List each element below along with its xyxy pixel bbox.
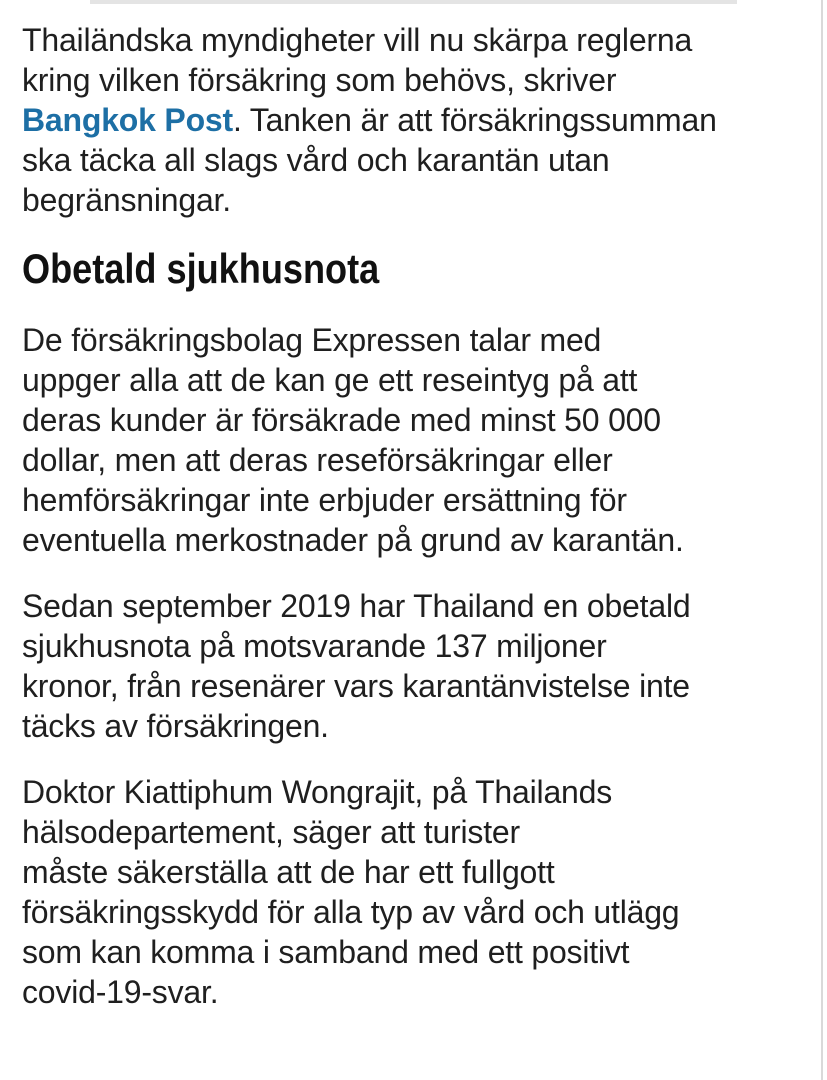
paragraph-hospital-bill	[22, 586, 812, 746]
text-line: dollar, men att deras reseförsäkringar eller	[22, 442, 613, 478]
paragraph-intro	[22, 20, 812, 220]
text-line: kronor, från resenärer vars karantänvistelse inte	[22, 668, 690, 704]
text-line: covid-19-svar.	[22, 974, 219, 1010]
text-line: sjukhusnota på motsvarande 137 miljoner	[22, 628, 607, 664]
text-line: måste säkerställa att de har ett fullgott	[22, 854, 555, 890]
top-scroll-strip	[90, 0, 737, 4]
text-line: De försäkringsbolag Expressen talar med	[22, 322, 602, 358]
text-line: hälsodepartement, säger att turister	[22, 814, 520, 850]
text-line	[22, 100, 812, 140]
text-line: som kan komma i samband med ett positivt	[22, 934, 630, 970]
text-line: täcks av försäkringen.	[22, 708, 329, 744]
bangkok-post-link[interactable]: Bangkok Post	[22, 102, 233, 138]
text-line: eventuella merkostnader på grund av karantän.	[22, 522, 684, 558]
text-line: kring vilken försäkring som behövs, skriver	[22, 62, 617, 98]
text-fragment: . Tanken är att försäkringssumman	[232, 102, 717, 138]
text-line: Doktor Kiattiphum Wongrajit, på Thailands	[22, 774, 613, 810]
text-line: hemförsäkringar inte erbjuder ersättning för	[22, 482, 627, 518]
article-body	[22, 20, 812, 1012]
text-line: deras kunder är försäkrade med minst 50 000	[22, 402, 661, 438]
text-line: ska täcka all slags vård och karantän utan	[22, 142, 610, 178]
text-line: försäkringsskydd för alla typ av vård och utlägg	[22, 894, 680, 930]
text-line: Sedan september 2019 har Thailand en obetald	[22, 588, 691, 624]
paragraph-insurers	[22, 320, 812, 560]
section-heading: Obetald sjukhusnota	[22, 245, 380, 292]
page-edge-rule	[821, 0, 823, 1080]
text-line: Thailändska myndigheter vill nu skärpa reglerna	[22, 22, 693, 58]
paragraph-doctor-quote	[22, 772, 812, 1012]
text-line: uppger alla att de kan ge ett reseintyg på att	[22, 362, 638, 398]
text-line: begränsningar.	[22, 182, 231, 218]
